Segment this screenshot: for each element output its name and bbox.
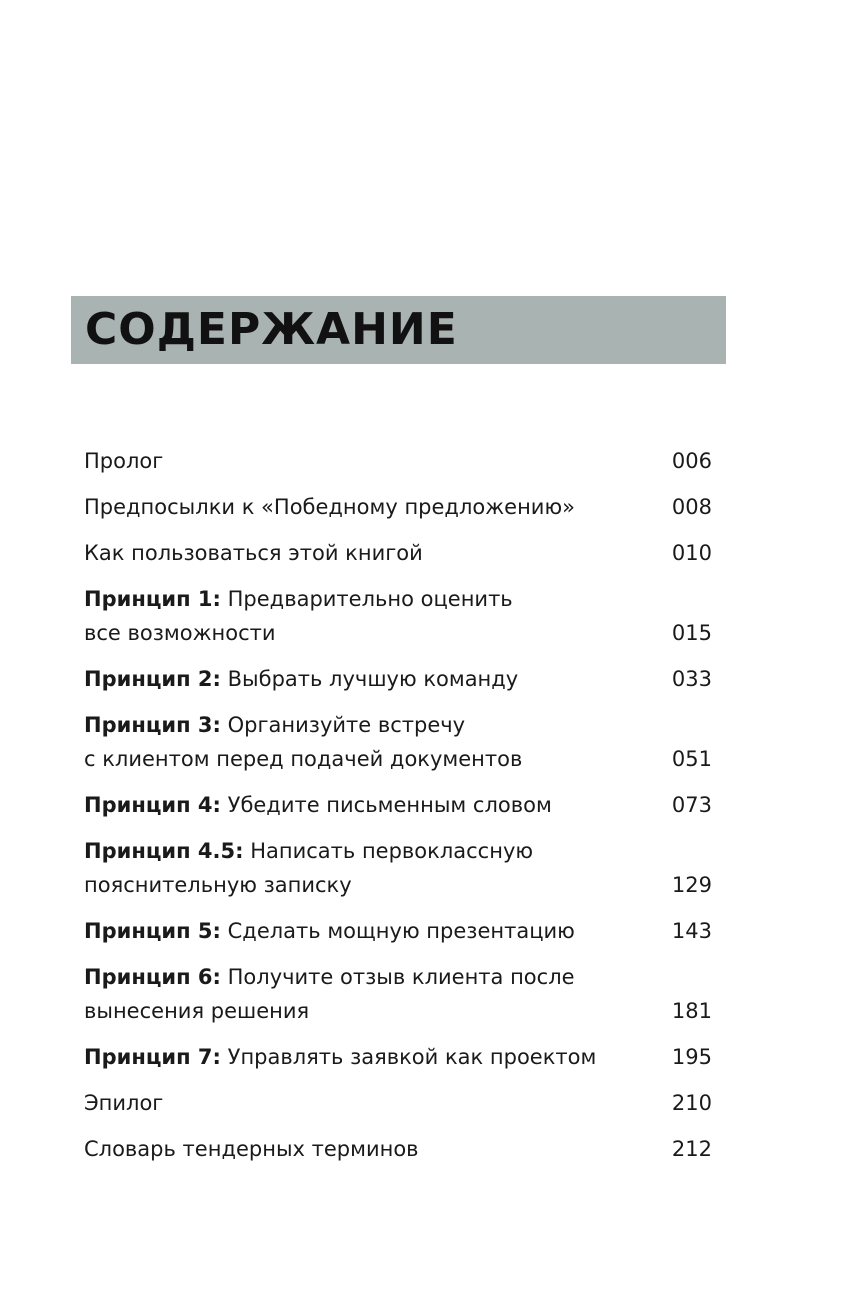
toc-entry-line	[84, 994, 644, 1028]
toc-entry-page-number: 015	[671, 621, 712, 645]
toc-entry-page-number: 210	[671, 1091, 712, 1115]
toc-entry-prefix: Принцип 3:	[84, 713, 221, 737]
toc-entry-page-number: 195	[671, 1045, 712, 1069]
heading-band	[71, 296, 726, 364]
toc-entry-page-number: 129	[671, 873, 712, 897]
toc-entry-line	[84, 536, 644, 570]
toc-entry-text: все возможности	[84, 621, 276, 645]
toc-entry-line	[84, 444, 644, 478]
toc-entry-prefix: Принцип 2:	[84, 667, 221, 691]
toc-entry-text: Убедите письменным словом	[227, 793, 552, 817]
toc-entry-title	[84, 662, 644, 696]
toc-entry-prefix: Принцип 4:	[84, 793, 221, 817]
toc-entry-title	[84, 788, 644, 822]
toc-entry-page-number: 051	[671, 747, 712, 771]
toc-entry-page-number: 212	[671, 1137, 712, 1161]
toc-entry-text: пояснительную записку	[84, 873, 352, 897]
toc-entry-text: Выбрать лучшую команду	[227, 667, 519, 691]
toc-entry[interactable]	[84, 960, 712, 1028]
toc-entry-text: Написать первоклассную	[250, 839, 534, 863]
toc-entry-line	[84, 914, 644, 948]
toc-entry-line	[84, 616, 644, 650]
toc-entry-title	[84, 490, 644, 524]
toc-entry-text: Организуйте встречу	[227, 713, 466, 737]
toc-entry-line	[84, 788, 644, 822]
toc-entry-text: Предварительно оценить	[227, 587, 513, 611]
toc-entry-title	[84, 1086, 644, 1120]
toc-entry-title	[84, 1132, 644, 1166]
toc-entry-prefix: Принцип 7:	[84, 1045, 221, 1069]
toc-entry[interactable]	[84, 582, 712, 650]
toc-entry-line	[84, 1086, 644, 1120]
toc-entry-text: Словарь тендерных терминов	[84, 1137, 419, 1161]
toc-entry-prefix: Принцип 6:	[84, 965, 221, 989]
toc-entry-line	[84, 868, 644, 902]
toc-entry-page-number: 033	[671, 667, 712, 691]
toc-entry-text: Предпосылки к «Победному предложению»	[84, 495, 575, 519]
toc-entry-page-number: 143	[671, 919, 712, 943]
toc-entry[interactable]	[84, 490, 712, 524]
toc-entry-line	[84, 582, 644, 616]
toc-entry[interactable]	[84, 834, 712, 902]
toc-entry-text: Получите отзыв клиента после	[227, 965, 575, 989]
toc-entry[interactable]	[84, 708, 712, 776]
toc-entry[interactable]	[84, 788, 712, 822]
toc-entry[interactable]	[84, 1132, 712, 1166]
toc-entry-title	[84, 582, 644, 650]
toc-entry-text: Как пользоваться этой книгой	[84, 541, 423, 565]
toc-entry-title	[84, 960, 644, 1028]
toc-entry-page-number: 181	[671, 999, 712, 1023]
toc-entry-line	[84, 834, 644, 868]
toc-entry-title	[84, 536, 644, 570]
table-of-contents	[84, 444, 712, 1178]
toc-entry-text: с клиентом перед подачей документов	[84, 747, 523, 771]
toc-entry-prefix: Принцип 4.5:	[84, 839, 244, 863]
toc-entry-line	[84, 960, 644, 994]
toc-entry-line	[84, 1132, 644, 1166]
toc-entry-line	[84, 1040, 644, 1074]
toc-entry-page-number: 073	[671, 793, 712, 817]
toc-entry-text: Пролог	[84, 449, 164, 473]
toc-entry[interactable]	[84, 444, 712, 478]
toc-entry-line	[84, 662, 644, 696]
toc-entry-page-number: 006	[671, 449, 712, 473]
toc-entry-prefix: Принцип 1:	[84, 587, 221, 611]
page-title: СОДЕРЖАНИЕ	[85, 304, 458, 355]
toc-entry-title	[84, 1040, 644, 1074]
toc-entry[interactable]	[84, 1086, 712, 1120]
toc-entry[interactable]	[84, 536, 712, 570]
toc-entry-text: вынесения решения	[84, 999, 310, 1023]
toc-entry-page-number: 010	[671, 541, 712, 565]
toc-entry-title	[84, 914, 644, 948]
toc-entry-line	[84, 708, 644, 742]
toc-entry-text: Эпилог	[84, 1091, 164, 1115]
toc-entry-line	[84, 490, 644, 524]
toc-entry-text: Сделать мощную презентацию	[227, 919, 575, 943]
toc-entry-title	[84, 708, 644, 776]
toc-entry-prefix: Принцип 5:	[84, 919, 221, 943]
toc-entry[interactable]	[84, 662, 712, 696]
toc-entry-text: Управлять заявкой как проектом	[227, 1045, 597, 1069]
toc-entry-line	[84, 742, 644, 776]
toc-entry-page-number: 008	[671, 495, 712, 519]
toc-entry-title	[84, 444, 644, 478]
toc-entry-title	[84, 834, 644, 902]
toc-entry[interactable]	[84, 1040, 712, 1074]
toc-entry[interactable]	[84, 914, 712, 948]
